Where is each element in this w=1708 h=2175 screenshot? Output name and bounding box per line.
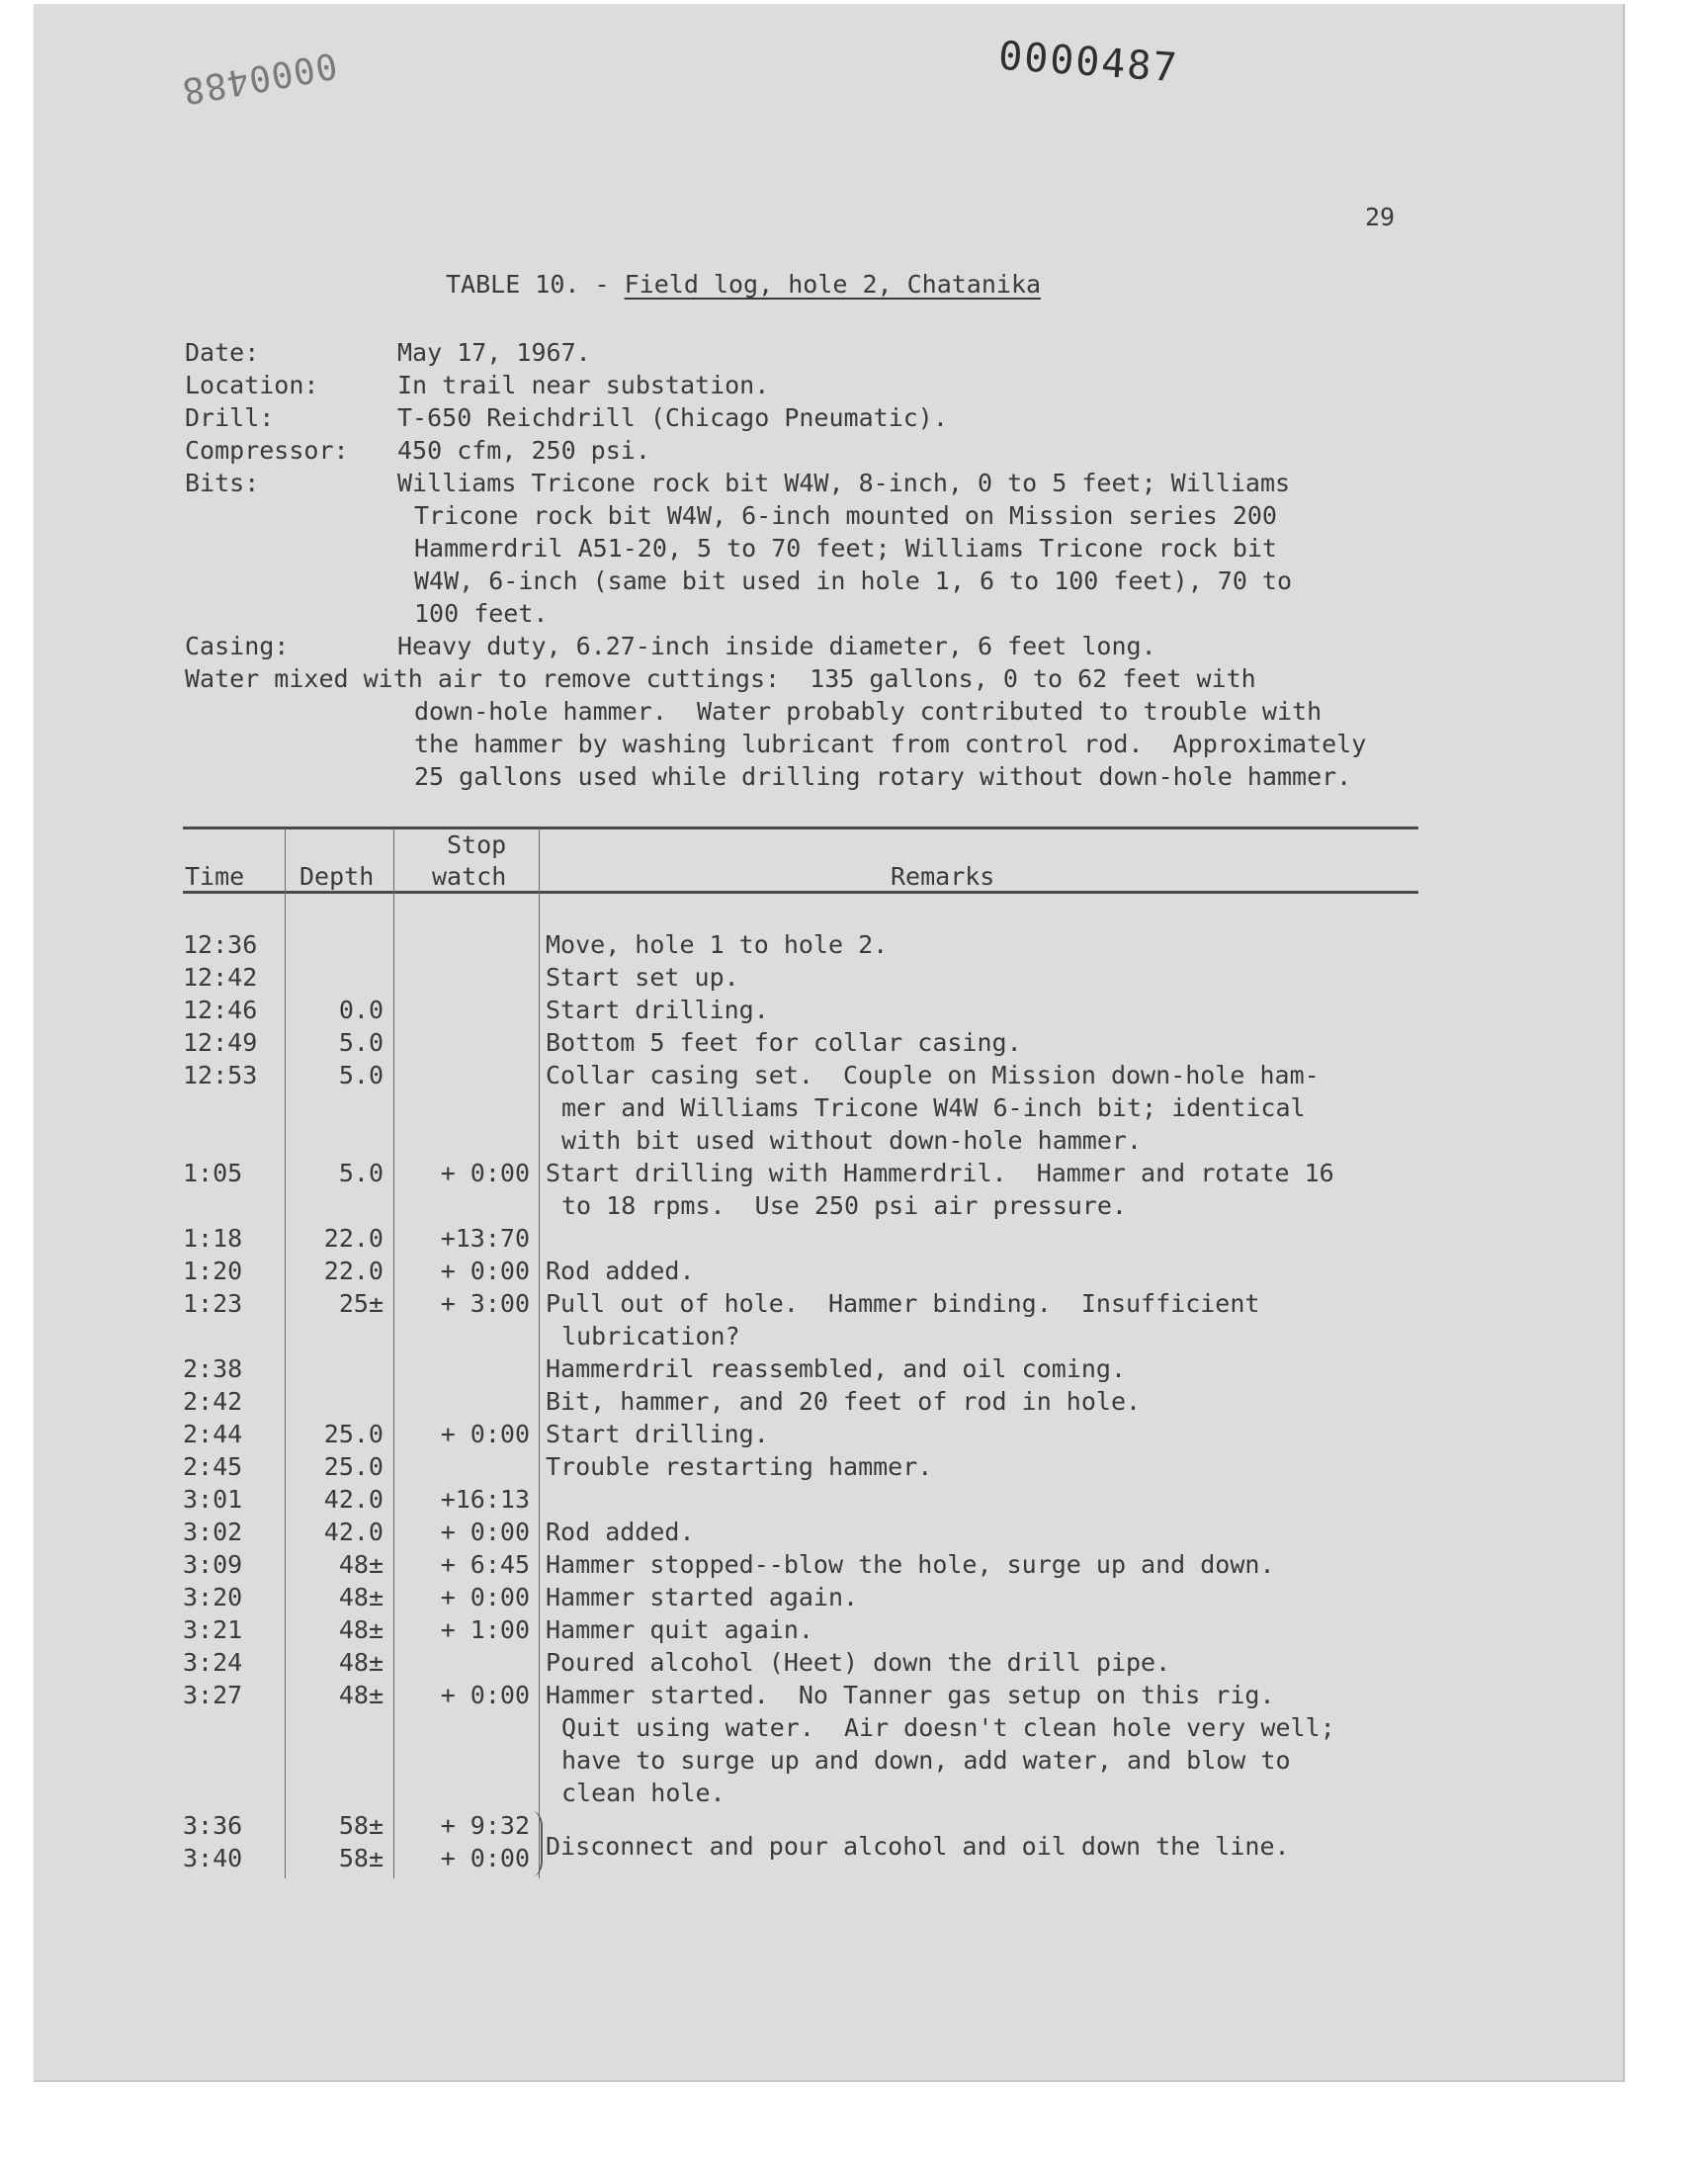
page-number: 29 [1365, 203, 1396, 231]
cell-time: 12:36 [183, 930, 258, 959]
cell-depth: 5.0 [338, 1028, 384, 1057]
cell-depth: 58± [338, 1811, 384, 1840]
cell-remarks: Poured alcohol (Heet) down the drill pipe. [546, 1648, 1171, 1677]
cell-remarks: Trouble restarting hammer. [546, 1452, 933, 1481]
cell-time: 1:05 [183, 1159, 243, 1187]
cell-time: 12:49 [183, 1028, 258, 1057]
table-title [446, 270, 1041, 299]
meta-value: Heavy duty, 6.27-inch inside diameter, 6 feet long. [397, 632, 1156, 660]
cell-stopwatch: + 1:00 [440, 1615, 530, 1644]
cell-remarks: Hammer stopped--blow the hole, surge up and down. [546, 1550, 1275, 1579]
cell-depth: 5.0 [338, 1061, 384, 1089]
meta-label: Date: [185, 338, 260, 367]
cell-stopwatch: + 9:32 [440, 1811, 530, 1840]
cell-time: 12:46 [183, 996, 258, 1024]
cell-remarks: Start drilling with Hammerdril. Hammer and rotate 16 [546, 1159, 1334, 1187]
cell-remarks: Collar casing set. Couple on Mission down-hole ham- [546, 1061, 1320, 1089]
cell-remarks: Pull out of hole. Hammer binding. Insufficient [546, 1289, 1260, 1318]
table-number: TABLE 10. - [446, 270, 625, 299]
table-caption: Field log, hole 2, Chatanika [624, 270, 1042, 299]
cell-depth: 42.0 [323, 1518, 384, 1546]
cell-depth: 48± [338, 1583, 384, 1611]
cell-remarks-shared: Disconnect and pour alcohol and oil down the line. [546, 1831, 1290, 1861]
column-divider [285, 828, 286, 1878]
cell-depth: 22.0 [323, 1257, 384, 1285]
cell-depth: 0.0 [338, 996, 384, 1024]
cell-time: 3:09 [183, 1550, 243, 1579]
meta-value: In trail near substation. [397, 371, 770, 399]
cell-remarks: Rod added. [546, 1257, 695, 1285]
cell-stopwatch: + 0:00 [440, 1159, 530, 1187]
stamp-number-right: 0000487 [996, 33, 1180, 92]
cell-remarks: clean hole. [561, 1779, 726, 1807]
cell-remarks: Quit using water. Air doesn't clean hole very well; [561, 1713, 1335, 1742]
meta-value: the hammer by washing lubricant from control rod. Approximately [414, 730, 1367, 758]
cell-time: 3:01 [183, 1485, 243, 1514]
cell-remarks: Hammer started. No Tanner gas setup on this rig. [546, 1681, 1275, 1709]
cell-depth: 5.0 [338, 1159, 384, 1187]
meta-value: down-hole hammer. Water probably contributed to trouble with [414, 697, 1323, 726]
cell-remarks: Start set up. [546, 963, 739, 992]
cell-stopwatch: + 0:00 [440, 1257, 530, 1285]
cell-stopwatch: + 0:00 [440, 1844, 530, 1872]
meta-value: Williams Tricone rock bit W4W, 8-inch, 0 to 5 feet; Williams [397, 469, 1291, 497]
cell-depth: 25.0 [323, 1420, 384, 1448]
cell-stopwatch: + 6:45 [440, 1550, 530, 1579]
meta-value: Hammerdril A51-20, 5 to 70 feet; Williams Tricone rock bit [414, 534, 1277, 563]
cell-depth: 42.0 [323, 1485, 384, 1514]
cell-remarks: Hammerdril reassembled, and oil coming. [546, 1354, 1126, 1383]
cell-time: 1:18 [183, 1224, 243, 1253]
column-header-time: Time [185, 862, 245, 891]
table-top-rule [183, 826, 1418, 829]
cell-depth: 58± [338, 1844, 384, 1872]
cell-remarks: Move, hole 1 to hole 2. [546, 930, 889, 959]
column-divider [539, 828, 540, 1878]
cell-remarks: Bottom 5 feet for collar casing. [546, 1028, 1022, 1057]
cell-time: 2:44 [183, 1420, 243, 1448]
cell-time: 3:40 [183, 1844, 243, 1872]
cell-remarks: to 18 rpms. Use 250 psi air pressure. [561, 1191, 1127, 1220]
cell-depth: 25.0 [323, 1452, 384, 1481]
column-header-stopwatch-bottom: watch [432, 862, 507, 891]
cell-depth: 22.0 [323, 1224, 384, 1253]
meta-value: Water mixed with air to remove cuttings: 135 gallons, 0 to 62 feet with [185, 664, 1256, 693]
stamp-number-left: 0000488 [178, 44, 341, 112]
cell-time: 3:20 [183, 1583, 243, 1611]
column-divider [393, 828, 394, 1878]
meta-value: 25 gallons used while drilling rotary without down-hole hammer. [414, 762, 1352, 791]
cell-remarks: Hammer started again. [546, 1583, 859, 1611]
cell-depth: 25± [338, 1289, 384, 1318]
cell-stopwatch: + 0:00 [440, 1681, 530, 1709]
cell-remarks: Rod added. [546, 1518, 695, 1546]
cell-time: 2:45 [183, 1452, 243, 1481]
cell-remarks: Hammer quit again. [546, 1615, 813, 1644]
cell-remarks: lubrication? [561, 1322, 740, 1350]
column-header-remarks: Remarks [891, 862, 995, 891]
brace-mark [531, 1811, 543, 1876]
cell-time: 3:21 [183, 1615, 243, 1644]
table-header-rule [183, 891, 1418, 894]
cell-time: 1:23 [183, 1289, 243, 1318]
cell-stopwatch: +13:70 [440, 1224, 530, 1253]
meta-label: Bits: [185, 469, 260, 497]
cell-stopwatch: + 0:00 [440, 1583, 530, 1611]
cell-time: 2:42 [183, 1387, 243, 1416]
cell-stopwatch: + 3:00 [440, 1289, 530, 1318]
column-header-depth: Depth [299, 862, 375, 891]
meta-label: Location: [185, 371, 319, 399]
cell-stopwatch: + 0:00 [440, 1518, 530, 1546]
cell-time: 3:27 [183, 1681, 243, 1709]
meta-value: 100 feet. [414, 599, 549, 628]
cell-time: 2:38 [183, 1354, 243, 1383]
cell-time: 1:20 [183, 1257, 243, 1285]
column-header-stopwatch-top: Stop [447, 830, 507, 859]
cell-time: 12:53 [183, 1061, 258, 1089]
meta-value: T-650 Reichdrill (Chicago Pneumatic). [397, 403, 948, 432]
meta-value: 450 cfm, 250 psi. [397, 436, 650, 465]
meta-value: W4W, 6-inch (same bit used in hole 1, 6 to 100 feet), 70 to [414, 566, 1293, 595]
meta-value: May 17, 1967. [397, 338, 591, 367]
meta-value: Tricone rock bit W4W, 6-inch mounted on Mission series 200 [414, 501, 1277, 530]
cell-remarks: mer and Williams Tricone W4W 6-inch bit; identical [561, 1093, 1306, 1122]
cell-stopwatch: +16:13 [440, 1485, 530, 1514]
cell-time: 3:36 [183, 1811, 243, 1840]
cell-remarks: Start drilling. [546, 996, 769, 1024]
cell-depth: 48± [338, 1615, 384, 1644]
cell-remarks: have to surge up and down, add water, and blow to [561, 1746, 1291, 1775]
cell-time: 3:02 [183, 1518, 243, 1546]
meta-label: Drill: [185, 403, 275, 432]
cell-depth: 48± [338, 1681, 384, 1709]
cell-remarks: Start drilling. [546, 1420, 769, 1448]
cell-depth: 48± [338, 1648, 384, 1677]
meta-label: Casing: [185, 632, 290, 660]
cell-time: 3:24 [183, 1648, 243, 1677]
cell-remarks: Bit, hammer, and 20 feet of rod in hole. [546, 1387, 1142, 1416]
cell-time: 12:42 [183, 963, 258, 992]
cell-depth: 48± [338, 1550, 384, 1579]
cell-remarks: with bit used without down-hole hammer. [561, 1126, 1142, 1155]
cell-stopwatch: + 0:00 [440, 1420, 530, 1448]
meta-label: Compressor: [185, 436, 349, 465]
